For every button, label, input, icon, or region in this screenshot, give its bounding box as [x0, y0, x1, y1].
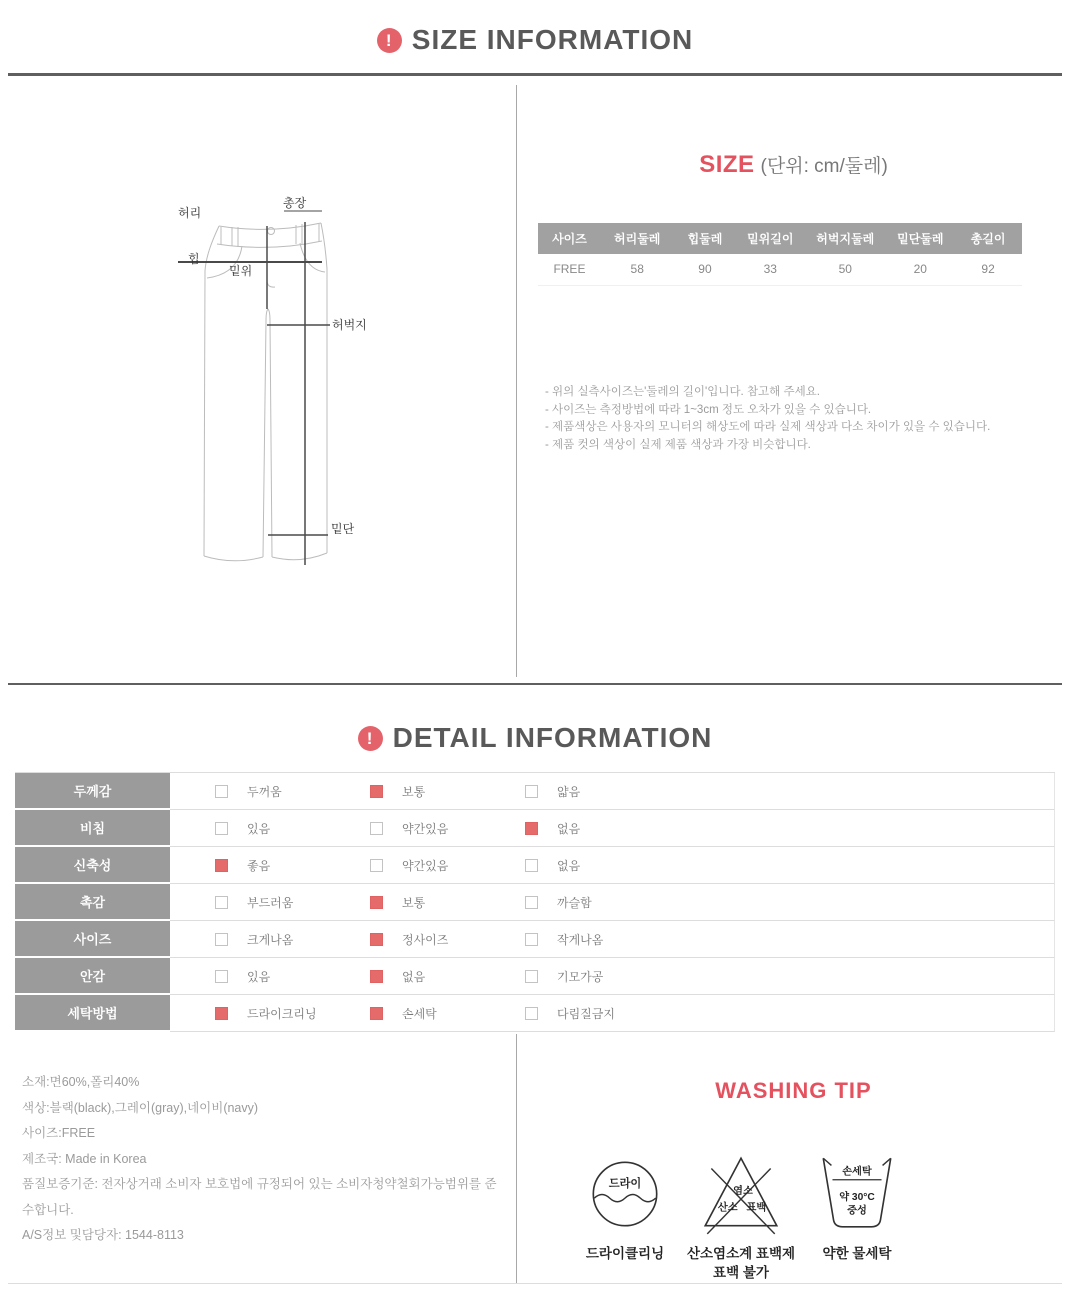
detail-row-label: 촉감: [15, 884, 170, 921]
detail-option-label: 크게나옴: [247, 932, 294, 947]
detail-option-label: 보통: [402, 895, 426, 910]
detail-option: [370, 857, 525, 874]
detail-row-options: [170, 958, 1055, 995]
size-note-line: - 위의 실측사이즈는'둘레의 길이'입니다. 참고해 주세요.: [545, 386, 820, 398]
hand-wash-icon: [807, 1146, 907, 1238]
detail-option: [215, 783, 370, 800]
detail-option-label: 없음: [557, 821, 581, 836]
checkbox-checked-icon: [370, 785, 383, 798]
detail-row-신축성: [15, 847, 1055, 884]
svg-text:표백: 표백: [746, 1202, 767, 1214]
detail-option: [215, 894, 370, 911]
alert-icon: !: [358, 726, 383, 751]
detail-option-label: 손세탁: [402, 1006, 437, 1021]
detail-option-label: 까슬함: [557, 895, 592, 910]
checkbox-unchecked-icon: [215, 785, 228, 798]
bottom-divider: [8, 1283, 1062, 1284]
svg-text:산소: 산소: [717, 1202, 738, 1214]
dry-clean-icon: [575, 1146, 675, 1238]
diagram-label-waist: 허리: [178, 206, 202, 220]
detail-row-label: 신축성: [15, 847, 170, 884]
size-col-header: 힙둘레: [674, 223, 737, 254]
pants-diagram: [0, 76, 516, 683]
checkbox-unchecked-icon: [215, 896, 228, 909]
diagram-label-thigh: 허벅지: [332, 318, 367, 332]
detail-row-두께감: [15, 773, 1055, 810]
checkbox-unchecked-icon: [525, 1007, 538, 1020]
alert-icon: !: [377, 28, 402, 53]
checkbox-unchecked-icon: [215, 822, 228, 835]
checkbox-unchecked-icon: [525, 970, 538, 983]
detail-option-label: 드라이크리닝: [247, 1006, 317, 1021]
detail-option-label: 다림질금지: [557, 1006, 615, 1021]
detail-information-title-text: DETAIL INFORMATION: [392, 722, 713, 753]
detail-option-label: 없음: [557, 858, 581, 873]
middle-divider: [8, 683, 1062, 685]
detail-row-사이즈: [15, 921, 1055, 958]
detail-row-세탁방법: [15, 995, 1055, 1032]
size-diagram-panel: [0, 76, 516, 683]
detail-option: [370, 968, 525, 985]
product-info-line: A/S정보 및담당자: 1544-8113: [22, 1228, 184, 1242]
size-information-title: [0, 24, 1070, 56]
detail-option: [525, 894, 680, 911]
detail-option-label: 작게나옴: [557, 932, 604, 947]
wash-item: [567, 1146, 683, 1281]
detail-option-label: 기모가공: [557, 969, 604, 984]
detail-information-title: [0, 722, 1070, 754]
svg-text:약 30°C: 약 30°C: [839, 1192, 875, 1204]
detail-row-options: [170, 921, 1055, 958]
detail-option-label: 얇음: [557, 784, 581, 799]
detail-option-label: 있음: [247, 821, 271, 836]
size-value-cell: 50: [804, 254, 886, 285]
diagram-label-crotch: 밑위: [229, 264, 253, 278]
detail-option: [215, 820, 370, 837]
size-value-cell: 92: [954, 254, 1022, 285]
detail-row-비침: [15, 810, 1055, 847]
wash-item-caption: 드라이클리닝: [585, 1246, 665, 1261]
detail-option: [370, 931, 525, 948]
checkbox-unchecked-icon: [525, 896, 538, 909]
detail-option-label: 약간있음: [402, 821, 449, 836]
size-heading: [517, 151, 1070, 179]
product-info: [22, 1070, 508, 1249]
checkbox-unchecked-icon: [525, 933, 538, 946]
checkbox-unchecked-icon: [215, 970, 228, 983]
checkbox-unchecked-icon: [370, 859, 383, 872]
detail-option: [370, 820, 525, 837]
detail-option: [525, 931, 680, 948]
detail-option-label: 좋음: [247, 858, 271, 873]
checkbox-checked-icon: [525, 822, 538, 835]
checkbox-unchecked-icon: [370, 822, 383, 835]
size-col-header: 허리둘레: [601, 223, 674, 254]
detail-option: [215, 931, 370, 948]
washing-icons: [567, 1146, 1007, 1281]
detail-option: [370, 783, 525, 800]
detail-row-label: 세탁방법: [15, 995, 170, 1032]
detail-option: [370, 894, 525, 911]
size-table-panel: [517, 76, 1070, 683]
size-col-header: 밑단둘레: [886, 223, 954, 254]
detail-option-label: 있음: [247, 969, 271, 984]
wash-item: [683, 1146, 799, 1281]
wash-item-caption: 약한 물세탁: [822, 1246, 892, 1261]
detail-row-label: 사이즈: [15, 921, 170, 958]
size-value-cell: 90: [674, 254, 737, 285]
diagram-label-total-length: 총장: [283, 196, 307, 210]
detail-option-label: 정사이즈: [402, 932, 449, 947]
detail-option: [525, 857, 680, 874]
washing-tip-panel: [517, 1034, 1070, 1283]
wash-item-caption: 산소염소계 표백제: [686, 1246, 796, 1261]
bottom-section: [0, 1034, 1070, 1283]
detail-row-options: [170, 847, 1055, 884]
size-heading-unit: (단위: cm/둘레): [760, 156, 888, 177]
detail-option-label: 없음: [402, 969, 426, 984]
size-table-row: [538, 254, 1022, 285]
detail-option: [215, 968, 370, 985]
size-heading-label: SIZE: [699, 151, 755, 178]
detail-option: [525, 783, 680, 800]
detail-row-label: 두께감: [15, 773, 170, 810]
size-col-header: 밑위길이: [736, 223, 804, 254]
detail-row-options: [170, 884, 1055, 921]
size-notes: [545, 384, 1055, 454]
detail-row-안감: [15, 958, 1055, 995]
detail-row-촉감: [15, 884, 1055, 921]
size-note-line: - 사이즈는 측정방법에 따라 1~3cm 정도 오차가 있을 수 있습니다.: [545, 403, 872, 416]
no-bleach-icon: [691, 1146, 791, 1238]
checkbox-checked-icon: [370, 1007, 383, 1020]
detail-option: [370, 1005, 525, 1022]
detail-option-label: 보통: [402, 784, 426, 799]
checkbox-checked-icon: [215, 859, 228, 872]
svg-text:중성: 중성: [847, 1205, 867, 1217]
product-info-line: 소재:면60%,폴리40%: [22, 1075, 140, 1089]
size-information-title-text: SIZE INFORMATION: [411, 24, 694, 55]
size-value-cell: 33: [736, 254, 804, 285]
detail-option-label: 약간있음: [402, 858, 449, 873]
svg-text:드라이: 드라이: [608, 1177, 642, 1190]
size-note-line: - 제품 컷의 색상이 실제 제품 색상과 가장 비슷합니다.: [545, 438, 811, 451]
size-col-header: 허벅지둘레: [804, 223, 886, 254]
size-value-cell: 20: [886, 254, 954, 285]
detail-row-options: [170, 810, 1055, 847]
detail-option: [525, 968, 680, 985]
size-value-cell: FREE: [538, 254, 601, 285]
detail-row-label: 안감: [15, 958, 170, 995]
detail-option: [215, 857, 370, 874]
checkbox-unchecked-icon: [215, 933, 228, 946]
detail-option: [215, 1005, 370, 1022]
wash-item-caption: 표백 불가: [713, 1265, 769, 1280]
detail-option-label: 부드러움: [247, 895, 294, 910]
detail-option: [525, 1005, 680, 1022]
diagram-label-hip: 힙: [188, 252, 200, 266]
checkbox-checked-icon: [370, 933, 383, 946]
checkbox-checked-icon: [370, 970, 383, 983]
washing-tip-title: WASHING TIP: [715, 1078, 872, 1103]
svg-text:손세탁: 손세탁: [842, 1166, 872, 1178]
size-value-cell: 58: [601, 254, 674, 285]
product-info-line: 색상:블랙(black),그레이(gray),네이비(navy): [22, 1100, 259, 1115]
detail-row-options: [170, 773, 1055, 810]
size-note-line: - 제품색상은 사용자의 모니터의 해상도에 따라 실제 색상과 다소 차이가 있을 수 있습니다.: [545, 421, 991, 433]
size-col-header: 사이즈: [538, 223, 601, 254]
product-info-line: 품질보증기준: 전자상거래 소비자 보호법에 규정되어 있는 소비자청약철회가능범위를 준수합니다.: [22, 1177, 497, 1217]
wash-item: [799, 1146, 915, 1281]
product-info-line: 사이즈:FREE: [22, 1126, 96, 1140]
svg-text:염소: 염소: [733, 1186, 753, 1198]
size-table: [538, 223, 1022, 286]
diagram-label-hem: 밑단: [331, 522, 355, 536]
checkbox-unchecked-icon: [525, 785, 538, 798]
checkbox-checked-icon: [370, 896, 383, 909]
checkbox-unchecked-icon: [525, 859, 538, 872]
detail-option-label: 두꺼움: [247, 784, 282, 799]
product-info-line: 제조국: Made in Korea: [22, 1151, 147, 1166]
detail-option: [525, 820, 680, 837]
size-col-header: 총길이: [954, 223, 1022, 254]
detail-table: [15, 772, 1055, 1032]
detail-row-label: 비침: [15, 810, 170, 847]
detail-row-options: [170, 995, 1055, 1032]
checkbox-checked-icon: [215, 1007, 228, 1020]
